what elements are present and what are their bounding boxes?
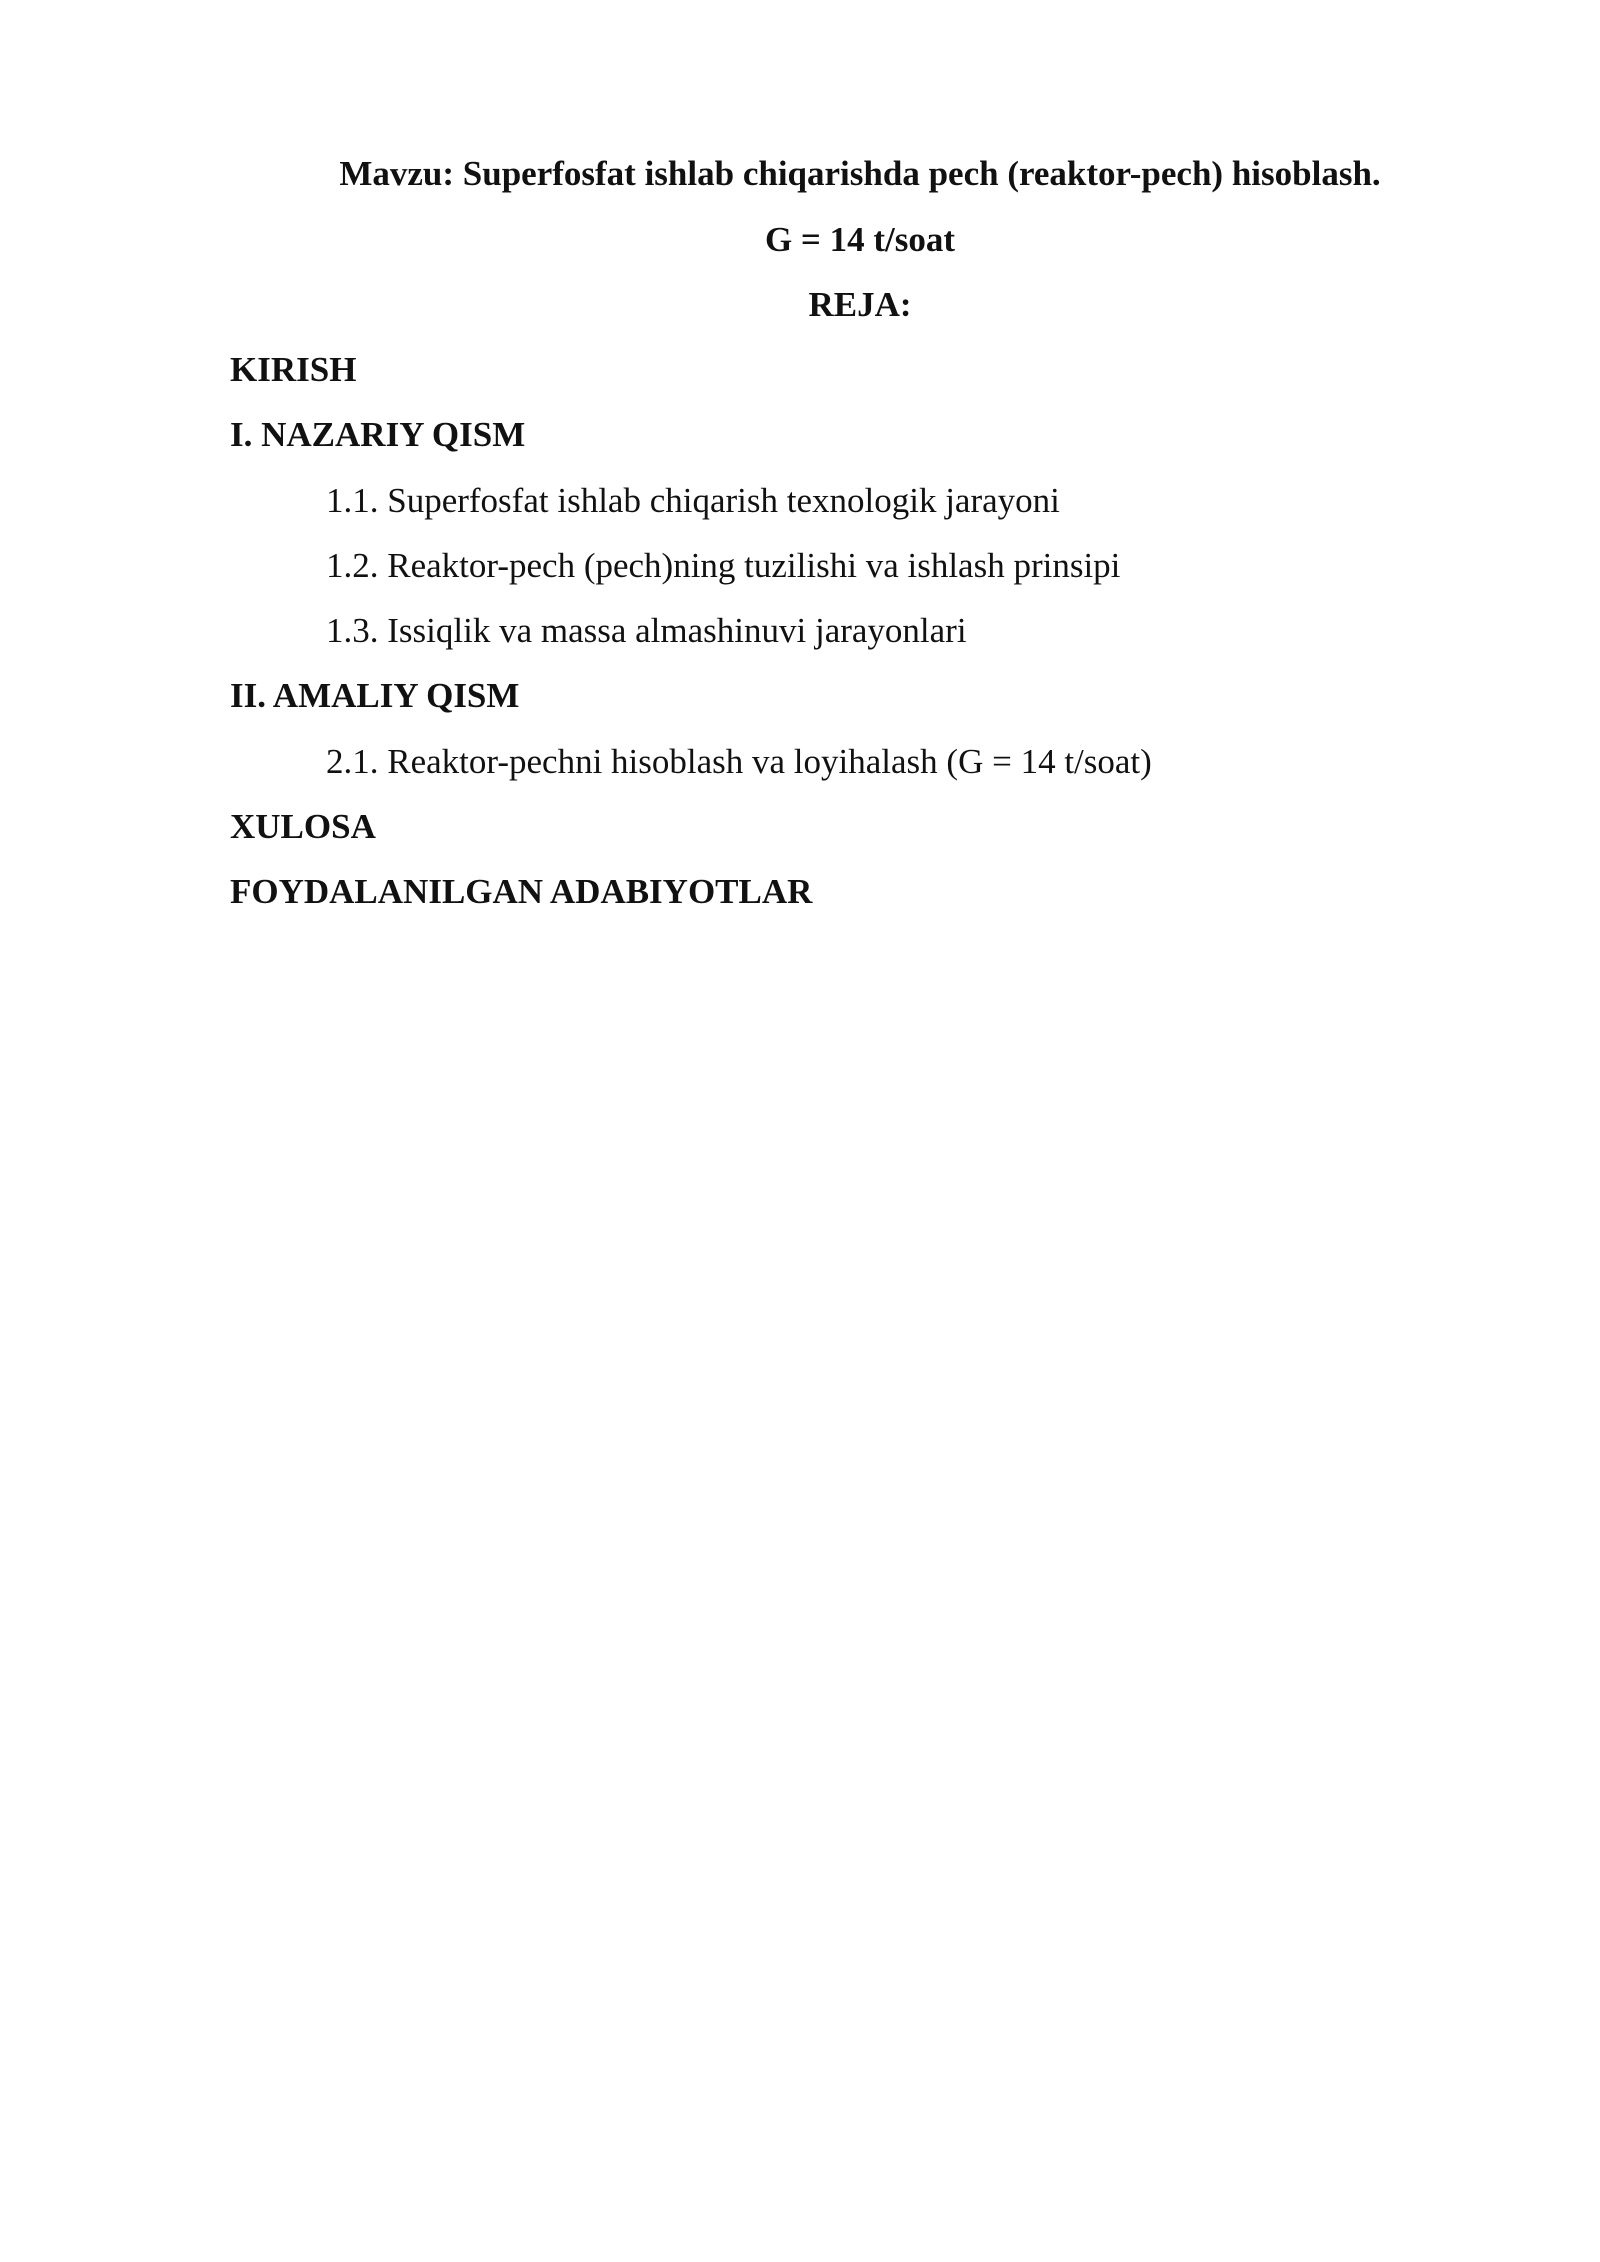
outline-intro: KIRISH [230, 350, 357, 389]
document-title: Mavzu: Superfosfat ishlab chiqarishda pech (reaktor-pech) hisoblash. [339, 154, 1381, 193]
outline-item: 1.2. Reaktor-pech (pech)ning tuzilishi va ishlash prinsipi [326, 546, 1121, 585]
outline-item: 1.1. Superfosfat ishlab chiqarish texnologik jarayoni [326, 481, 1060, 520]
outline-item: 1.3. Issiqlik va massa almashinuvi jarayonlari [326, 611, 967, 650]
document-subtitle: G = 14 t/soat [764, 220, 956, 259]
outline-conclusion: XULOSA [230, 807, 376, 846]
outline-references: FOYDALANILGAN ADABIYOTLAR [230, 872, 813, 911]
outline-part1-heading: I. NAZARIY QISM [230, 415, 526, 454]
plan-heading: REJA: [808, 285, 912, 324]
outline-part2-heading: II. AMALIY QISM [230, 676, 520, 715]
outline-item: 2.1. Reaktor-pechni hisoblash va loyihalash (G = 14 t/soat) [326, 742, 1152, 781]
